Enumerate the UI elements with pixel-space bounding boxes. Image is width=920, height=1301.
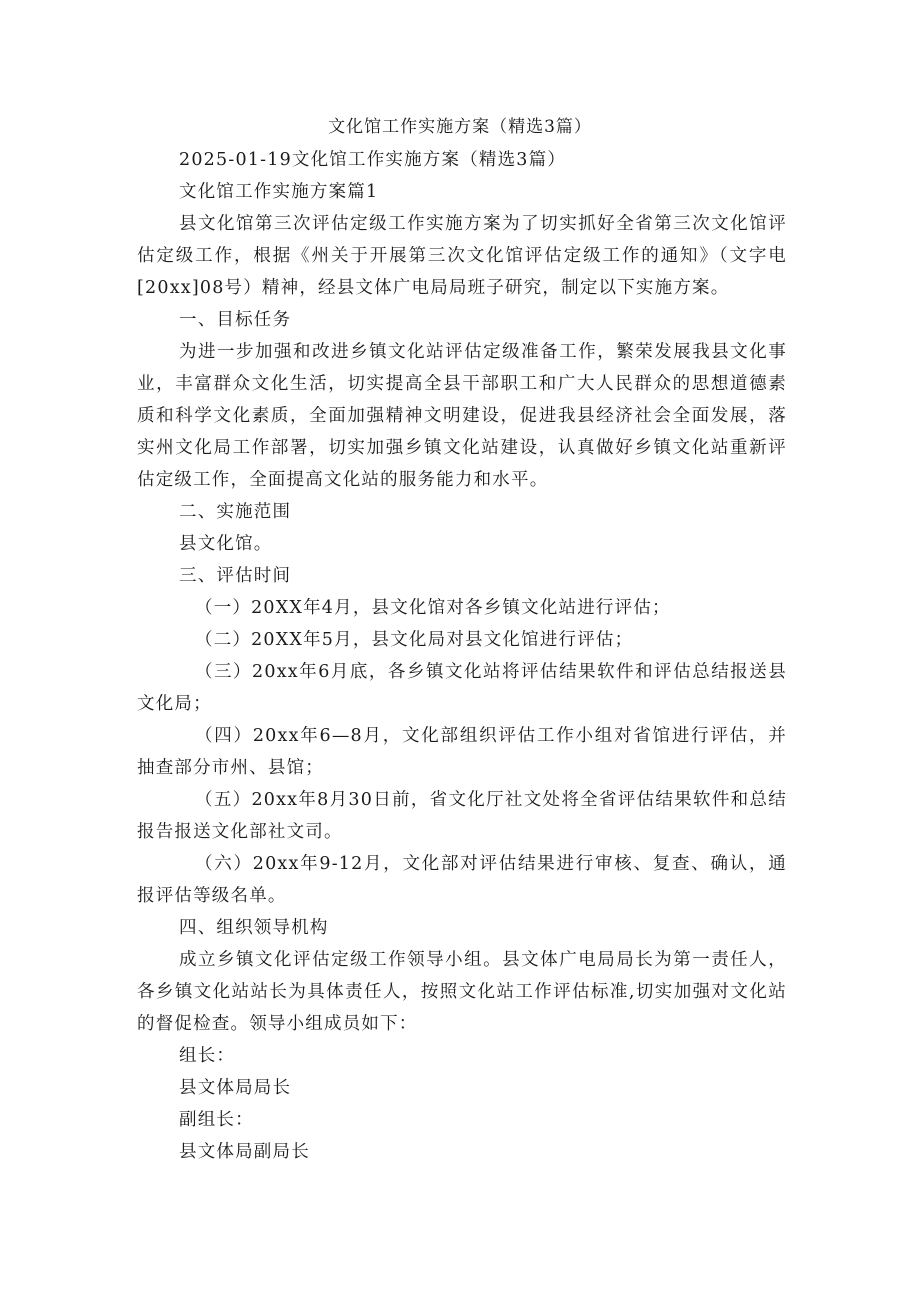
section-heading: 二、实施范围 [179, 502, 292, 522]
list-item: （四）20xx年6—8月，文化部组织评估工作小组对省馆进行评估，并抽查部分市州、县馆； [137, 726, 787, 778]
document-title: 文化馆工作实施方案（精选3篇） [328, 117, 592, 137]
section-heading: 三、评估时间 [179, 566, 292, 586]
list-item: （五）20xx年8月30日前，省文化厅社文处将全省评估结果软件和总结报告报送文化部社文司。 [137, 790, 787, 842]
document-body [137, 144, 787, 1168]
section-heading: 文化馆工作实施方案篇1 [179, 182, 379, 202]
role-label: 副组长： [179, 1110, 254, 1130]
list-item: （六）20xx年9-12月，文化部对评估结果进行审核、复查、确认，通报评估等级名单。 [137, 854, 787, 906]
list-item: （一）20XX年4月，县文化馆对各乡镇文化站进行评估； [195, 598, 671, 618]
body-paragraph: 成立乡镇文化评估定级工作领导小组。县文体广电局局长为第一责任人，各乡镇文化站站长为具体责任人，按照文化站工作评估标准,切实加强对文化站的督促检查。领导小组成员如下： [137, 950, 787, 1034]
list-item: （二）20XX年5月，县文化局对县文化馆进行评估； [195, 630, 634, 650]
section-heading: 四、组织领导机构 [179, 918, 329, 938]
role-holder: 县文体局副局长 [179, 1142, 310, 1162]
date-line: 2025-01-19文化馆工作实施方案（精选3篇） [179, 150, 567, 170]
body-paragraph: 县文化馆。 [179, 534, 273, 554]
body-paragraph: 为进一步加强和改进乡镇文化站评估定级准备工作，繁荣发展我县文化事业，丰富群众文化生活，切实提高全县干部职工和广大人民群众的思想道德素质和科学文化素质，全面加强精神文明建设，促进我县经济社会全面发展，落实州文化局工作部署，切实加强乡镇文化站建设，认真做好乡镇文化站重新评估定级工作，全面提高文化站的服务能力和水平。 [137, 342, 787, 490]
role-label: 组长： [179, 1046, 236, 1066]
role-holder: 县文体局局长 [179, 1078, 292, 1098]
intro-paragraph: 县文化馆第三次评估定级工作实施方案为了切实抓好全省第三次文化馆评估定级工作，根据《州关于开展第三次文化馆评估定级工作的通知》（文字电[20xx]08号）精神，经县文体广电局局班子研究，制定以下实施方案。 [137, 214, 787, 298]
list-item: （三）20xx年6月底，各乡镇文化站将评估结果软件和评估总结报送县文化局； [137, 662, 787, 714]
section-heading: 一、目标任务 [179, 310, 292, 330]
